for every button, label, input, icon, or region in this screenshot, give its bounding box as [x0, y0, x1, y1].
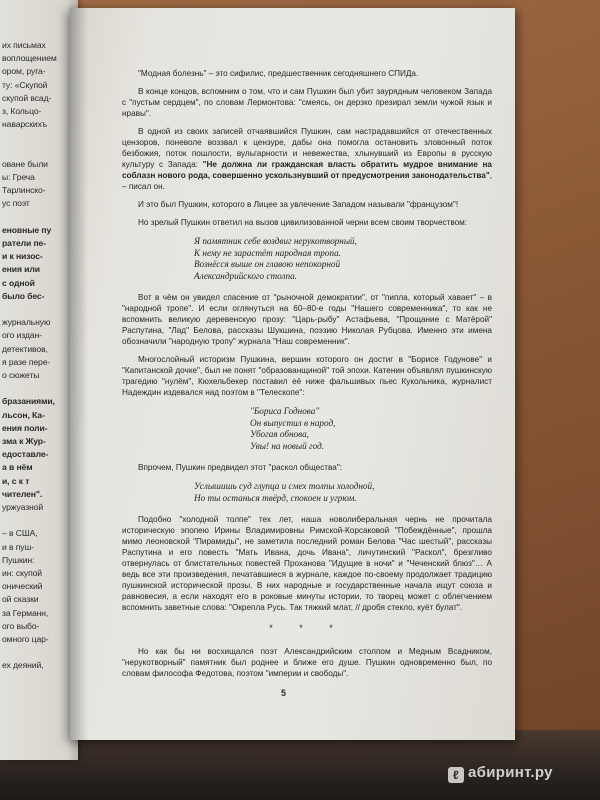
left-page-line: ин: скупой — [2, 568, 43, 578]
paragraph-5: Но зрелый Пушкин ответил на вызов цивилизованной черни всем своим творчеством: — [138, 218, 468, 227]
poem-line: Услышишь суд глупца и смех толпы холодной, — [194, 481, 375, 491]
left-page-line: Пушкин: — [2, 554, 35, 565]
paragraph-4: И это был Пушкин, которого в Лицее за увлечение Западом называли "французом"! — [138, 200, 459, 209]
paragraph-9: Подобно "холодной толпе" тех лет, наша новолиберальная чернь не прочитала историческую эпопею Ирины Владимировны Римской-Корсаковой "Побеждённые", прошла мимо леоновской "Пирамиды", не заметила последний роман Белова "Час шестый", рассказы Распутина и его повесть "Мать Ивана, дочь Ивана", личутинский "Раскол", брезгливо отвернулась от блистательных повестей Проханова "Идущие в ночи" и "Чеченский блюз"… А ведь все эти произведения, печатавшиеся в журнале, каждое по-своему продолжает традицию пушкинской исторической прозы. В них народные и государственные начала ищут союза и равновесия, а если находят его в роковые минуты истории, то творец может с облегчением вспомнить заветные слова: "Окрепла Русь. Так тяжкий млат, // дробя стекло, куёт булат". — [122, 515, 492, 612]
paragraph-6: Вот в чём он увидел спасение от "рыночной демократии", от "пипла, который хавает" – в "народной тропе". И если оглянуться на 60–80-е годы "Нашего современника", то как не вспомнить великую деревенскую прозу: "Царь-рыбу" Астафьева, "Прощание с Матёрой" Распутина, "Лад" Белова, рассказы Шукшина, поэзию Николая Рубцова. Именно эти имена обозначили "народную тропу" журнала "Наш современник". — [122, 293, 492, 346]
left-page-line: оване были — [2, 158, 48, 169]
poem-boris — [250, 406, 492, 452]
page-number: 5 — [281, 688, 287, 698]
left-page-line: Тарлинско- — [2, 185, 46, 196]
left-page-line: зма к Жур- — [2, 436, 46, 446]
left-page-line: онический — [2, 581, 43, 592]
left-page-line: ту: «Скупой — [2, 79, 48, 90]
left-page-line: я разе пере- — [2, 356, 51, 367]
left-page-line: ого издан- — [2, 330, 42, 341]
left-page-line: уржуазной — [2, 502, 44, 512]
left-page-line: омного цар- — [2, 634, 49, 644]
left-page-line: – в США, — [2, 528, 38, 539]
poem-line: Убогая обнова, — [250, 429, 309, 439]
poem-line: Увы! на новый год. — [250, 440, 325, 451]
page-content — [122, 68, 492, 686]
left-page-line: их письмах — [2, 40, 46, 50]
left-page-line: ения поли- — [2, 422, 48, 433]
left-page-line: ения или — [2, 264, 40, 275]
watermark-text: абиринт.ру — [468, 764, 553, 781]
paragraph-3-quote: "Не должна ли гражданская власть обратить мудрое внимание на соблазн нового рода, совершенно ускользнувший от предусмотрения законодательства" — [122, 160, 492, 180]
poem-line: К нему не зарастёт народная тропа. — [194, 247, 341, 258]
left-page-line: и к низос- — [2, 251, 43, 262]
poem-line: Он выпустил в народ, — [250, 417, 336, 428]
left-page-line: журнальную — [2, 317, 51, 328]
left-page-line: детективов, — [2, 343, 48, 354]
left-page-line: и в пуш- — [2, 541, 35, 552]
left-page-line: ой сказки — [2, 594, 39, 605]
paragraph-1: "Модная болезнь" – это сифилис, предшественник сегодняшнего СПИДа. — [138, 69, 419, 78]
paragraph-2: В конце концов, вспомним о том, что и сам Пушкин был убит заурядным человеком Запада с "пустым сердцем", по словам Лермонтова: "смеясь, он дерзко презирал земли чужой язык и нравы". — [122, 87, 492, 118]
left-page-line: ором, руга- — [2, 66, 46, 77]
poem-crowd — [194, 481, 492, 504]
paragraph-10: Но как бы ни восхищался поэт Александрийским столпом и Медным Всадником, "нерукотворный" памятник был роднее и ближе его душе. Пушкин одновременно был, по словам философа Федотова, поэтом "империи и свободы". — [122, 647, 492, 678]
poem-line: Но ты останься твёрд, спокоен и угрюм. — [194, 492, 357, 503]
poem-line: Александрийского столпа. — [194, 270, 297, 281]
book-icon: ℓ — [448, 767, 464, 783]
left-page-line: воплощением — [2, 53, 57, 64]
left-page-line: едоставле- — [2, 449, 49, 460]
left-page-line: чителен". — [2, 488, 43, 499]
poem-line: Я памятник себе воздвиг нерукотворный, — [194, 236, 357, 246]
paragraph-8: Впрочем, Пушкин предвидел этот "раскол общества": — [138, 463, 343, 472]
paragraph-3-text: В одной из своих записей отчаявшийся Пушкин, сам настрадавшийся от отечественных цензоров, поневоле воззвал к цензуре, дабы она помогла остановить зловонный поток безбожия, поток пошлости, вульгарности и невежества, хлынувший из Европы в русскую культуру с Запада: — [122, 127, 492, 169]
poem-monument — [194, 236, 492, 282]
main-page — [70, 8, 515, 740]
paragraph-7: Многослойный историзм Пушкина, вершин которого он достиг в "Борисе Годунове" и "Капитанской дочке", был не понят "образованщиной" той эпохи. Катенин объявлял пушкинскую трагедию "нулём", Кюхельбекер поставил её ниже фальшивых пьес Кукольника, журналист Надеждин издевался над поэтом в "Телескопе": — [122, 355, 492, 397]
left-page-line: ратели пе- — [2, 238, 46, 248]
left-page-line: ого выбо- — [2, 620, 40, 631]
poem-line: "Бориса Годнова" — [250, 406, 320, 416]
left-page-line: ех деяний, — [2, 660, 44, 671]
left-page-line: было бес- — [2, 290, 45, 301]
left-page-line: бразаниями, — [2, 396, 55, 407]
left-page-line: а в нём — [2, 462, 33, 473]
left-page-line: о сюжеты — [2, 370, 40, 380]
left-page-line: льсон, Ка- — [2, 409, 45, 420]
left-page-line: за Германн, — [2, 607, 49, 618]
left-page-line: ы: Греча — [2, 172, 35, 182]
left-page-line: скупой всад- — [2, 92, 52, 103]
poem-line: Вознёсся выше он главою непокорной — [194, 259, 341, 269]
left-page-line: и, с к т — [2, 475, 30, 486]
left-page-line: с одной — [2, 277, 35, 288]
paragraph-3-tail: , – писал он. — [122, 171, 492, 191]
paragraph-3 — [122, 126, 492, 192]
page-gutter-shadow — [70, 8, 88, 740]
left-page — [0, 0, 78, 760]
left-page-line: ус поэт — [2, 198, 30, 209]
left-page-line: з, Кольцо- — [2, 106, 42, 116]
left-page-line: еновные пу — [2, 224, 52, 235]
watermark — [448, 764, 553, 783]
section-divider-stars: * * * — [269, 623, 345, 633]
left-page-line: наварскихъ — [2, 119, 48, 130]
